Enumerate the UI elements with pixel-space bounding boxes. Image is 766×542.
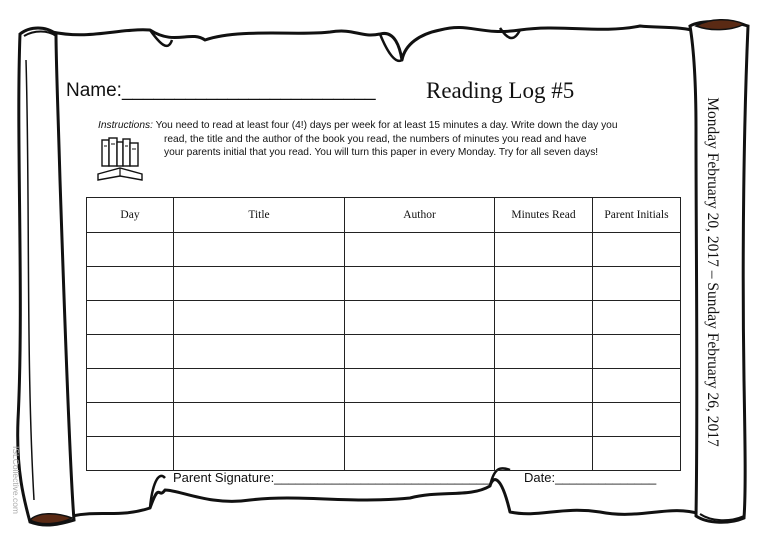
cell-initials[interactable]	[593, 369, 681, 403]
cell-minutes[interactable]	[495, 335, 593, 369]
table-row	[87, 233, 681, 267]
reading-log-table	[86, 197, 681, 471]
instructions-line-1: You need to read at least four (4!) days per week for at least 15 minutes a day. Write down the day you	[152, 120, 618, 131]
cell-minutes[interactable]	[495, 301, 593, 335]
instructions-line-3: your parents initial that you read. You will turn this paper in every Monday. Try for all seven days!	[164, 147, 599, 159]
watermark: ISLCollective.com	[11, 445, 21, 515]
cell-minutes[interactable]	[495, 267, 593, 301]
cell-title[interactable]	[174, 335, 345, 369]
instructions-line-2: read, the title and the author of the book you read, the numbers of minutes you read and have	[164, 133, 587, 145]
cell-initials[interactable]	[593, 267, 681, 301]
cell-initials[interactable]	[593, 403, 681, 437]
cell-initials[interactable]	[593, 233, 681, 267]
cell-day[interactable]	[87, 369, 174, 403]
cell-title[interactable]	[174, 267, 345, 301]
parent-signature-label: Parent Signature:______________________________	[173, 470, 492, 485]
cell-title[interactable]	[174, 369, 345, 403]
cell-author[interactable]	[345, 335, 495, 369]
table-header-row	[87, 198, 681, 233]
week-date-range: Monday February 20, 2017 – Sunday February 26, 2017	[704, 97, 721, 447]
cell-day[interactable]	[87, 301, 174, 335]
instructions-label: Instructions:	[98, 120, 153, 131]
header-author: Author	[345, 198, 495, 233]
page-title: Reading Log #5	[426, 78, 575, 103]
table-row	[87, 267, 681, 301]
cell-title[interactable]	[174, 301, 345, 335]
cell-day[interactable]	[87, 267, 174, 301]
cell-author[interactable]	[345, 437, 495, 471]
cell-initials[interactable]	[593, 335, 681, 369]
cell-minutes[interactable]	[495, 403, 593, 437]
cell-day[interactable]	[87, 437, 174, 471]
cell-author[interactable]	[345, 403, 495, 437]
cell-minutes[interactable]	[495, 369, 593, 403]
header-minutes-read: Minutes Read	[495, 198, 593, 233]
table-row	[87, 301, 681, 335]
table-row	[87, 369, 681, 403]
name-field-label: Name:________________________	[66, 80, 376, 101]
cell-day[interactable]	[87, 335, 174, 369]
table-row	[87, 335, 681, 369]
cell-initials[interactable]	[593, 301, 681, 335]
cell-title[interactable]	[174, 233, 345, 267]
cell-initials[interactable]	[593, 437, 681, 471]
cell-title[interactable]	[174, 437, 345, 471]
cell-minutes[interactable]	[495, 233, 593, 267]
cell-author[interactable]	[345, 369, 495, 403]
cell-minutes[interactable]	[495, 437, 593, 471]
table-row	[87, 437, 681, 471]
cell-author[interactable]	[345, 267, 495, 301]
cell-author[interactable]	[345, 301, 495, 335]
instructions	[98, 119, 678, 160]
date-label: Date:______________	[524, 470, 657, 485]
table-row	[87, 403, 681, 437]
cell-day[interactable]	[87, 403, 174, 437]
header-title: Title	[174, 198, 345, 233]
cell-author[interactable]	[345, 233, 495, 267]
cell-title[interactable]	[174, 403, 345, 437]
header-day: Day	[87, 198, 174, 233]
header-parent-initials: Parent Initials	[593, 198, 681, 233]
cell-day[interactable]	[87, 233, 174, 267]
